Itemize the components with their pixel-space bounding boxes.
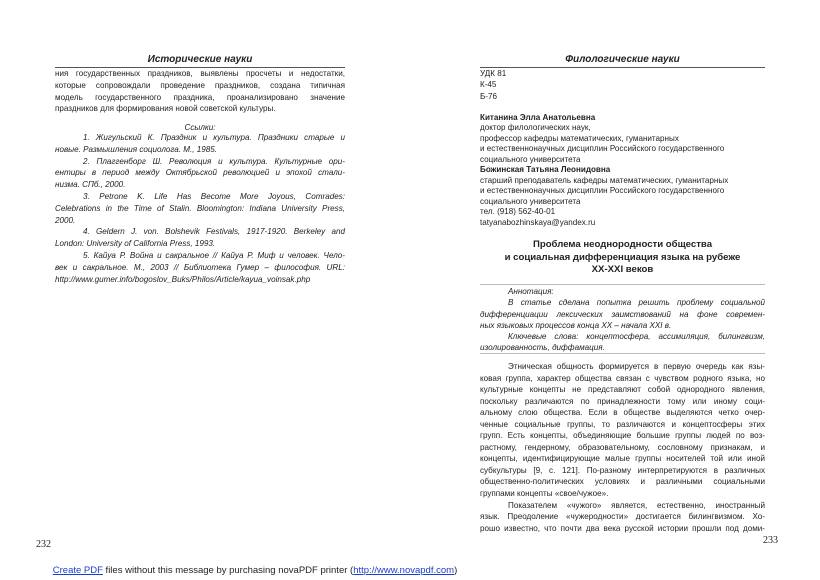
body-line: рошо известно, что почти два века русской истории прошли под доми- xyxy=(480,523,765,533)
novapdf-link[interactable]: http://www.novapdf.com xyxy=(353,565,455,576)
author2-detail: tatyanabozhinskaya@yandex.ru xyxy=(480,217,596,227)
reference-line: Celebrations in the Time of Stalin. Bloomington: Indiana University Press, xyxy=(55,203,345,213)
reference-line: 5. Кайуа Р. Война и сакральное // Кайуа Р. Миф и человек. Чело- xyxy=(83,250,345,260)
page-number-right: 233 xyxy=(763,535,778,546)
reference-line: London: University of California Press, 1993. xyxy=(55,239,216,249)
text-line: праздников для формирования новой советской культуры. xyxy=(55,104,276,114)
create-pdf-link[interactable]: Create PDF xyxy=(52,565,103,576)
reference-line: ентиры в период между Октябрьской революцией и эпохой стали- xyxy=(55,168,345,178)
right-page-header: Филологические науки xyxy=(565,54,680,65)
reference-line: 2000. xyxy=(55,215,76,225)
body-line: альному слою общества. Если в обществе выделяются четко очер- xyxy=(480,408,765,418)
author2-detail: социального университета xyxy=(480,196,581,206)
abstract-line: дифференциации лексических заимствований на фоне современ- xyxy=(480,309,765,319)
abstract-line: изолированность, диффамация. xyxy=(480,343,605,353)
abstract-line: ных языковых процессов конца XX – начала XXI в. xyxy=(480,320,672,330)
article-body xyxy=(480,361,765,534)
reference-line: http://www.gumer.info/bogoslov_Buks/Philos/Article/kayua_voinsak.php xyxy=(55,274,311,284)
text-line: модель государственного праздника, проанализировано значение xyxy=(55,92,345,102)
left-page-header: Исторические науки xyxy=(147,54,253,65)
reference-line: 1. Жигульский К. Праздник и культура. Праздники старые и xyxy=(83,133,345,142)
text-line: которые сопровождали проведение праздников, создана типичная xyxy=(55,80,345,90)
body-line: поскольку различаются по принадлежности тому или иному соци- xyxy=(480,396,765,406)
body-line: ченные социальные группы, то различаются и концептосферы этих xyxy=(480,419,765,429)
title-line: Проблема неоднородности общества xyxy=(532,239,713,250)
body-line: Показателем «чужого» является, естественно, иностранный xyxy=(508,500,765,510)
author1-name: Китанина Элла Анатольевна xyxy=(480,113,596,122)
author1-detail: социального университета xyxy=(480,154,581,164)
reference-line: низма. СПб., 2000. xyxy=(55,180,126,190)
udc-code: УДК 81 xyxy=(480,69,507,78)
body-line: общественно-политических условиях и различными социальными xyxy=(480,477,765,487)
body-line: культурные концепты не представляют собой однородного явления, xyxy=(480,385,765,395)
author1-detail: профессор кафедры математических, гуманитарных xyxy=(480,133,679,143)
udc-code: Б-76 xyxy=(480,91,498,101)
author1-detail: и естественнонаучных дисциплин Российского государственного xyxy=(480,144,725,154)
footer-text-end: ) xyxy=(454,565,458,576)
body-line: концепты, идентифицирующие малые группы носителей той или иной xyxy=(480,454,765,464)
title-line: XX-XXI веков xyxy=(591,264,654,275)
abstract-rule-top xyxy=(480,284,765,285)
footer-text: files without this message by purchasing novaPDF printer ( xyxy=(102,565,354,576)
pdf-footer xyxy=(0,565,510,576)
abstract xyxy=(480,286,765,354)
abstract-rule-bottom xyxy=(480,353,765,354)
left-paragraph xyxy=(55,68,345,115)
abstract-line: В статье сделана попытка решить проблему социальной xyxy=(508,298,765,308)
body-line: язык. Преодоление «чужеродности» достигается билингвизмом. Хо- xyxy=(480,512,765,522)
body-line: ковая группа, характер общества связан с чувством родного языка, но xyxy=(480,373,765,383)
author2-detail: и естественнонаучных дисциплин Российского государственного xyxy=(480,186,725,196)
abstract-line: Аннотация: xyxy=(508,287,554,296)
reference-line: 4. Geldern J. von. Bolshevik Festivals, 1917-1920. Berkeley and xyxy=(83,227,345,237)
reference-line: новые. Размышления социолога. М., 1985. xyxy=(55,144,218,154)
author2-detail: тел. (918) 562-40-01 xyxy=(480,207,556,217)
author2-detail: старший преподаватель кафедры математических, гуманитарных xyxy=(480,175,729,185)
author1-detail: доктор филологических наук, xyxy=(480,123,591,133)
reference-line: 2. Плаггенборг Ш. Революция и культура. Культурные ори- xyxy=(83,156,345,166)
udc-code: К-45 xyxy=(480,80,497,90)
page-number-left: 232 xyxy=(36,539,51,550)
references-list xyxy=(55,132,345,285)
abstract-line: Ключевые слова: концептосфера, ассимиляция, билингвизм, xyxy=(508,332,765,342)
author-info xyxy=(480,113,765,228)
body-line: субкультуры [9, с. 121]. По-разному интерпретируются в различных xyxy=(480,465,765,475)
reference-line: 3. Petrone K. Life Has Become More Joyous, Comrades: xyxy=(83,191,345,201)
refs-heading: Ссылки: xyxy=(184,123,216,132)
title-line: и социальная дифференциация языка на рубеже xyxy=(504,251,741,263)
body-line: растному, гендерному, образовательному, сословному признакам, и xyxy=(480,442,765,452)
body-line: групп. Есть концепты, объединяющие большие группы людей по воз- xyxy=(480,431,765,441)
body-line: группами концепты «свое/чужое». xyxy=(480,489,609,499)
author2-name: Божинская Татьяна Леонидовна xyxy=(480,165,611,175)
body-line: Этническая общность формируется в первую очередь как язы- xyxy=(508,362,765,371)
reference-line: век и сакральное. М., 2003 // Библиотека Гумер – философия. URL: xyxy=(55,262,345,272)
udc-codes xyxy=(480,68,765,102)
text-line: ния государственных праздников, выявлены просчеты и недостатки, xyxy=(55,69,345,78)
article-title xyxy=(480,239,765,277)
